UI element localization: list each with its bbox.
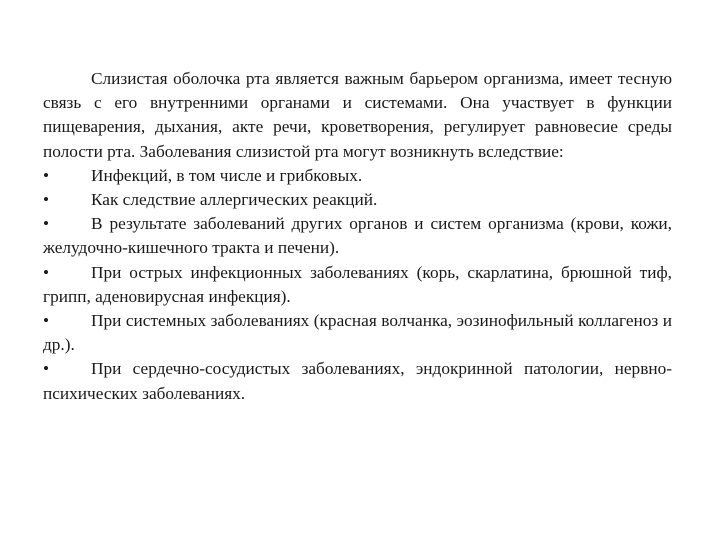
bullet-icon: • (43, 214, 50, 234)
list-item (43, 164, 672, 188)
bullet-icon: • (43, 165, 50, 185)
text-body (43, 67, 672, 406)
bullet-icon: • (43, 190, 50, 210)
intro-paragraph: Слизистая оболочка рта является важным барьером организма, имеет тесную связь с его внутренними органами и системами. Она участвует в функции пищеварения, дыхания, акте речи, кроветворения, регулирует равновесие среды полости рта. Заболевания слизистой рта могут возникнуть вследствие: (43, 69, 672, 161)
list-item (43, 261, 672, 309)
list-item-text: Инфекций, в том числе и грибковых. (91, 165, 363, 185)
list-item-text: При острых инфекционных заболеваниях (корь, скарлатина, брюшной тиф, грипп, аденовирусная инфекция). (43, 262, 672, 306)
list-item (43, 188, 672, 212)
list-item-text: Как следствие аллергических реакций. (91, 190, 378, 210)
list-item (43, 212, 672, 260)
list-item (43, 357, 672, 405)
bullet-icon: • (43, 359, 50, 379)
bullet-icon: • (43, 262, 50, 282)
list-item-text: В результате заболеваний других органов и систем организма (крови, кожи, желудочно-кишечного тракта и печени). (43, 214, 672, 258)
list-item (43, 309, 672, 357)
bullet-icon: • (43, 311, 50, 331)
list-item-text: При системных заболеваниях (красная волчанка, эозинофильный коллагеноз и др.). (43, 311, 672, 355)
list-item-text: При сердечно-сосудистых заболеваниях, эндокринной патологии, нервно-психических заболеваниях. (43, 359, 672, 403)
